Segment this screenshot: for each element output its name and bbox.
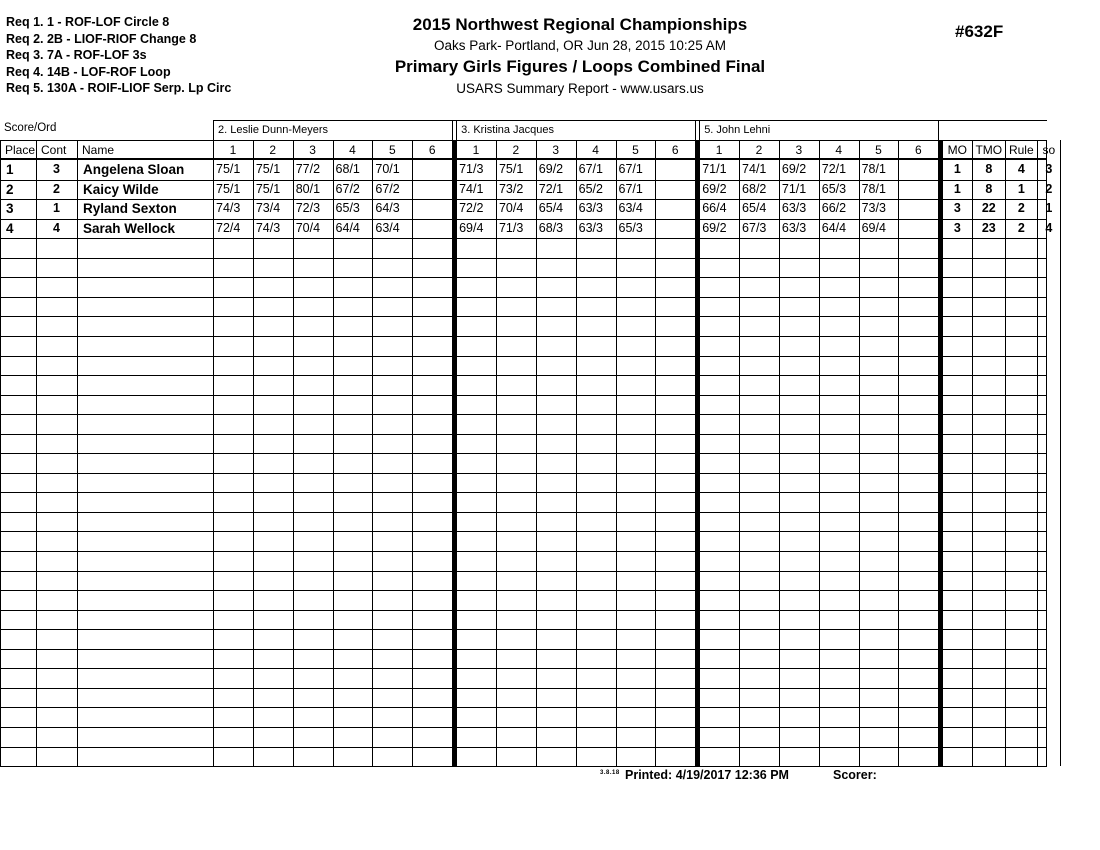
printed-timestamp: Printed: 4/19/2017 12:36 PM xyxy=(625,768,789,782)
cell-score-j1-f3: 70/4 xyxy=(295,220,321,235)
cell-score-j3-f1: 69/2 xyxy=(702,220,727,235)
cell-score-j2-f4: 63/3 xyxy=(578,220,603,235)
cell-score-j3-f1: 69/2 xyxy=(702,181,727,196)
report-line: USARS Summary Report - www.usars.us xyxy=(456,81,704,96)
cell-score-j1-f5: 63/4 xyxy=(375,220,400,235)
column-header-judge3-fig4: 4 xyxy=(835,143,843,157)
column-header-place: Place xyxy=(5,143,36,157)
grid-line-horizontal xyxy=(0,766,1047,767)
cell-tmo: 22 xyxy=(981,201,996,216)
cell-score-j2-f4: 63/3 xyxy=(578,201,603,216)
grid-line-horizontal xyxy=(0,238,1047,239)
cell-score-j3-f3: 69/2 xyxy=(781,162,807,176)
cell-name: Angelena Sloan xyxy=(83,162,185,177)
cell-cont: 3 xyxy=(53,162,60,176)
grid-line-vertical xyxy=(452,120,453,140)
grid-line-horizontal xyxy=(0,551,1047,552)
cell-score-j3-f1: 71/1 xyxy=(702,162,727,176)
grid-line-horizontal xyxy=(0,629,1047,630)
cell-score-j2-f2: 70/4 xyxy=(498,201,524,216)
column-header-so: so xyxy=(1042,143,1056,157)
column-header-judge3-fig6: 6 xyxy=(915,143,922,157)
cell-score-j1-f3: 72/3 xyxy=(295,201,321,216)
grid-line-horizontal xyxy=(0,747,1047,748)
requirement-line: Req 4. 14B - LOF-ROF Loop xyxy=(6,64,171,79)
cell-score-j1-f4: 67/2 xyxy=(335,181,360,196)
cell-score-j2-f2: 71/3 xyxy=(498,220,524,235)
cell-score-j2-f3: 65/4 xyxy=(538,201,564,216)
cell-mo: 3 xyxy=(953,201,961,216)
grid-line-horizontal xyxy=(0,531,1047,532)
grid-line-horizontal xyxy=(0,375,1047,376)
column-header-judge1-fig5: 5 xyxy=(388,143,396,157)
column-header-cont: Cont xyxy=(41,143,67,157)
cell-place: 3 xyxy=(6,201,14,217)
column-header-tmo: TMO xyxy=(975,143,1003,157)
grid-line-horizontal xyxy=(0,434,1047,435)
cell-so: 4 xyxy=(1045,220,1053,235)
cell-score-j2-f5: 63/4 xyxy=(618,201,643,216)
column-header-judge2-fig2: 2 xyxy=(512,143,520,157)
judge-header-3: 5. John Lehni xyxy=(704,124,771,136)
cell-score-j2-f3: 68/3 xyxy=(538,220,564,235)
grid-line-horizontal xyxy=(0,336,1047,337)
cell-score-j3-f1: 66/4 xyxy=(702,201,727,216)
grid-line-horizontal xyxy=(0,707,1047,708)
meet-subtitle: Oaks Park- Portland, OR Jun 28, 2015 10:25 AM xyxy=(434,38,726,53)
grid-line-horizontal xyxy=(0,668,1047,669)
cell-score-j1-f5: 64/3 xyxy=(375,201,400,216)
requirement-line: Req 2. 2B - LIOF-RIOF Change 8 xyxy=(6,31,197,46)
column-header-judge2-fig3: 3 xyxy=(552,143,560,157)
cell-score-j2-f1: 74/1 xyxy=(459,181,484,196)
cell-score-j3-f4: 65/3 xyxy=(821,181,847,196)
cell-score-j2-f5: 65/3 xyxy=(618,220,643,235)
column-header-judge3-fig1: 1 xyxy=(715,143,723,157)
cell-rule: 2 xyxy=(1017,201,1025,216)
column-header-judge1-fig6: 6 xyxy=(428,143,436,157)
score-ord-label: Score/Ord xyxy=(4,122,57,134)
cell-score-j3-f3: 71/1 xyxy=(781,181,807,196)
scorer-label: Scorer: xyxy=(833,768,877,782)
grid-line-horizontal xyxy=(0,590,1047,591)
title-block xyxy=(290,14,870,99)
cell-score-j3-f2: 65/4 xyxy=(742,201,767,216)
grid-line-horizontal xyxy=(0,453,1047,454)
cell-score-j3-f4: 72/1 xyxy=(821,162,847,176)
cell-rule: 2 xyxy=(1017,220,1025,235)
cell-score-j2-f4: 65/2 xyxy=(578,181,603,196)
cell-score-j1-f4: 65/3 xyxy=(335,201,360,216)
grid-line-vertical xyxy=(695,120,696,140)
cell-cont: 1 xyxy=(53,201,60,216)
cell-score-j2-f1: 69/4 xyxy=(459,220,484,235)
cell-tmo: 8 xyxy=(985,181,993,196)
cell-rule: 1 xyxy=(1017,181,1025,196)
grid-line-horizontal xyxy=(0,571,1047,572)
grid-line-horizontal xyxy=(0,649,1047,650)
grid-line-horizontal xyxy=(0,414,1047,415)
grid-line-vertical xyxy=(938,120,939,140)
column-header-rule: Rule xyxy=(1008,143,1034,157)
cell-score-j1-f1: 75/1 xyxy=(216,181,241,196)
cell-name: Kaicy Wilde xyxy=(83,181,159,197)
cell-score-j1-f2: 73/4 xyxy=(255,201,281,216)
cell-mo: 3 xyxy=(953,220,961,235)
cell-score-j1-f2: 74/3 xyxy=(255,220,281,235)
column-header-judge1-fig4: 4 xyxy=(349,143,356,157)
column-header-judge3-fig2: 2 xyxy=(755,143,763,157)
cell-name: Ryland Sexton xyxy=(83,201,177,217)
cell-score-j1-f1: 75/1 xyxy=(216,162,241,176)
cell-place: 2 xyxy=(6,181,14,197)
requirement-line: Req 3. 7A - ROF-LOF 3s xyxy=(6,48,147,62)
cell-tmo: 8 xyxy=(985,162,993,176)
cell-score-j1-f5: 67/2 xyxy=(375,181,400,196)
cell-so: 1 xyxy=(1045,201,1053,216)
judge-header-2: 3. Kristina Jacques xyxy=(461,124,555,136)
grid-line-vertical xyxy=(0,140,1,766)
cell-score-j3-f5: 73/3 xyxy=(861,201,886,216)
column-header-judge2-fig4: 4 xyxy=(592,143,599,157)
cell-score-j3-f5: 78/1 xyxy=(861,181,886,196)
column-header-judge1-fig3: 3 xyxy=(309,143,316,157)
cell-score-j3-f5: 69/4 xyxy=(861,220,886,235)
cell-score-j1-f3: 80/1 xyxy=(295,181,321,196)
cell-score-j3-f2: 67/3 xyxy=(742,220,767,235)
cell-place: 1 xyxy=(6,162,14,177)
column-header-name: Name xyxy=(82,143,115,157)
cell-score-j1-f4: 64/4 xyxy=(335,220,360,235)
requirements-list xyxy=(6,14,306,97)
grid-line-horizontal xyxy=(0,688,1047,689)
cell-score-j1-f1: 74/3 xyxy=(216,201,241,216)
requirement-line: Req 5. 130A - ROIF-LIOF Serp. Lp Circ xyxy=(6,81,232,95)
cell-score-j3-f4: 66/2 xyxy=(821,201,847,216)
requirement-line: Req 1. 1 - ROF-LOF Circle 8 xyxy=(6,15,170,29)
cell-score-j2-f2: 75/1 xyxy=(498,162,524,176)
grid-line-horizontal xyxy=(0,395,1047,396)
grid-line-horizontal xyxy=(0,258,1047,259)
grid-line-horizontal xyxy=(0,512,1047,513)
cell-score-j1-f5: 70/1 xyxy=(375,162,400,176)
cell-score-j1-f1: 72/4 xyxy=(216,220,241,235)
cell-so: 3 xyxy=(1045,162,1053,176)
cell-mo: 1 xyxy=(953,162,961,176)
cell-score-j2-f4: 67/1 xyxy=(578,162,603,176)
footer xyxy=(0,768,1047,790)
version-label: 3.8.18 xyxy=(600,770,620,776)
cell-score-j1-f2: 75/1 xyxy=(255,181,281,196)
cell-score-j3-f3: 63/3 xyxy=(781,220,807,235)
cell-score-j2-f1: 71/3 xyxy=(459,162,484,176)
cell-score-j2-f1: 72/2 xyxy=(459,201,484,216)
cell-score-j1-f2: 75/1 xyxy=(255,162,281,176)
cell-score-j2-f5: 67/1 xyxy=(618,162,643,176)
column-header-mo: MO xyxy=(947,143,967,157)
cell-mo: 1 xyxy=(953,181,961,196)
cell-score-j3-f4: 64/4 xyxy=(821,220,847,235)
results-table xyxy=(0,120,1056,766)
event-title: Primary Girls Figures / Loops Combined Final xyxy=(394,57,766,76)
cell-cont: 4 xyxy=(53,220,60,235)
grid-line-vertical xyxy=(1060,140,1061,766)
cell-tmo: 23 xyxy=(981,220,996,235)
cell-so: 2 xyxy=(1045,181,1053,196)
cell-score-j3-f2: 68/2 xyxy=(742,181,767,196)
event-number: #632F xyxy=(955,22,1004,41)
cell-score-j2-f3: 72/1 xyxy=(538,181,564,196)
grid-line-horizontal xyxy=(0,492,1047,493)
grid-line-horizontal xyxy=(0,316,1047,317)
grid-line-horizontal xyxy=(0,277,1047,278)
cell-score-j3-f2: 74/1 xyxy=(742,162,767,176)
judge-header-1: 2. Leslie Dunn-Meyers xyxy=(218,124,329,136)
grid-line-horizontal xyxy=(0,610,1047,611)
cell-score-j2-f3: 69/2 xyxy=(538,162,564,176)
cell-rule: 4 xyxy=(1017,162,1025,176)
column-header-judge3-fig3: 3 xyxy=(795,143,803,157)
grid-line-horizontal xyxy=(0,297,1047,298)
grid-line-horizontal xyxy=(0,356,1047,357)
cell-score-j1-f4: 68/1 xyxy=(335,162,360,176)
grid-line-horizontal xyxy=(213,120,1047,121)
column-header-judge2-fig6: 6 xyxy=(671,143,679,157)
cell-place: 4 xyxy=(6,220,14,236)
column-header-judge2-fig1: 1 xyxy=(472,143,480,157)
cell-score-j1-f3: 77/2 xyxy=(295,162,321,176)
meet-title: 2015 Northwest Regional Championships xyxy=(412,15,748,34)
cell-score-j2-f2: 73/2 xyxy=(498,181,524,196)
grid-line-horizontal xyxy=(0,727,1047,728)
grid-line-horizontal xyxy=(0,473,1047,474)
column-header-judge1-fig1: 1 xyxy=(229,143,237,157)
column-header-judge1-fig2: 2 xyxy=(269,143,277,157)
cell-name: Sarah Wellock xyxy=(83,220,176,236)
cell-score-j3-f3: 63/3 xyxy=(781,201,807,216)
cell-score-j2-f5: 67/1 xyxy=(618,181,643,196)
cell-cont: 2 xyxy=(53,181,60,196)
column-header-judge2-fig5: 5 xyxy=(632,143,639,157)
cell-score-j3-f5: 78/1 xyxy=(861,162,886,176)
column-header-judge3-fig5: 5 xyxy=(875,143,882,157)
